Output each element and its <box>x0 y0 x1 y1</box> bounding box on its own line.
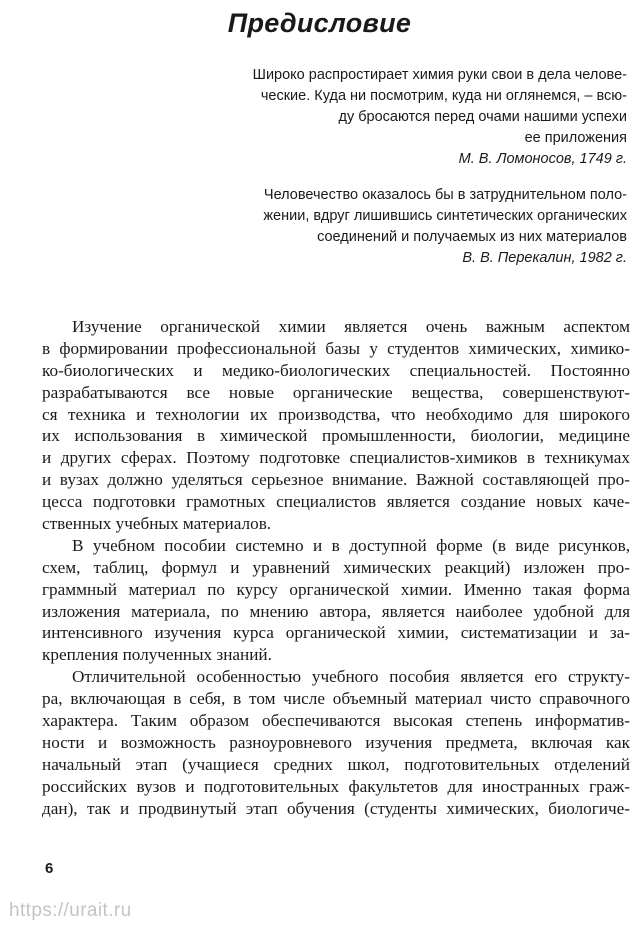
body-line: ности и возможность разноуровневого изучения предмета, включая как <box>42 732 630 752</box>
page-number: 6 <box>45 860 54 877</box>
body-line: российских вузов и подготовительных факультетов для иностранных граж- <box>42 776 630 796</box>
body-line: начальный этап (учащиеся средних школ, подготовительных отделений <box>42 754 630 774</box>
epigraph-author: В. В. Перекалин, 1982 г. <box>462 250 627 266</box>
epigraph-line: Широко распростирает химия руки свои в дела челове- <box>252 67 627 83</box>
epigraph-line: Человечество оказалось бы в затруднительном поло- <box>263 187 627 203</box>
body-line: интенсивного изучения курса органической химии, систематизации и за- <box>42 623 630 643</box>
body-line: схем, таблиц, формул и уравнений химических реакций) изложен про- <box>42 557 630 577</box>
body-line: и вузах должно уделяться серьезное внимание. Важной составляющей про- <box>42 470 630 490</box>
body-line: изложения материала, по мнению автора, является наиболее удобной для <box>42 601 630 621</box>
body-line: и других сферах. Поэтому подготовке специалистов-химиков в техникумах <box>42 448 630 468</box>
epigraph-lomonosov <box>187 65 627 170</box>
body-line: ко-биологических и медико-биологических специальностей. Постоянно <box>42 360 630 380</box>
body-line: граммный материал по курсу органической химии. Именно такая форма <box>42 579 630 599</box>
body-line: их использования в химической промышленности, биологии, медицине <box>42 426 630 446</box>
body-line: В учебном пособии системно и в доступной форме (в виде рисунков, <box>72 535 630 555</box>
body-line: ра, включающая в себя, в том числе объемный материал чисто справочного <box>42 689 630 709</box>
body-line: характера. Таким образом обеспечиваются высокая степень информатив- <box>42 711 630 731</box>
body-line: Изучение органической химии является очень важным аспектом <box>72 317 630 336</box>
epigraph-perekalin <box>187 185 627 269</box>
body-line: цесса подготовки грамотных специалистов является создание новых каче- <box>42 492 630 512</box>
source-watermark: https://urait.ru <box>9 900 132 921</box>
body-line: крепления полученных знаний. <box>42 645 272 665</box>
epigraph-line: жении, вдруг лишившись синтетических органических <box>263 208 627 224</box>
epigraph-line: соединений и получаемых из них материалов <box>317 229 627 245</box>
body-line: Отличительной особенностью учебного пособия является его структу- <box>72 667 630 687</box>
epigraph-line: ду бросаются перед очами нашими успехи <box>338 109 627 125</box>
body-line: разрабатываются все новые органические вещества, совершенствуют- <box>42 382 630 402</box>
epigraph-author: М. В. Ломоносов, 1749 г. <box>458 151 627 167</box>
page-title: Предисловие <box>227 8 412 38</box>
body-line: ственных учебных материалов. <box>42 514 272 534</box>
body-line: дан), так и продвинутый этап обучения (студенты химических, биологиче- <box>42 798 630 818</box>
preface-body <box>42 316 630 819</box>
body-line: в формировании профессиональной базы у студентов химических, химико- <box>42 338 630 358</box>
epigraph-line: ее приложения <box>524 130 627 146</box>
epigraph-line: ческие. Куда ни посмотрим, куда ни оглянемся, – всю- <box>260 88 627 104</box>
body-line: ся техника и технологии их производства, что необходимо для широкого <box>42 404 630 424</box>
